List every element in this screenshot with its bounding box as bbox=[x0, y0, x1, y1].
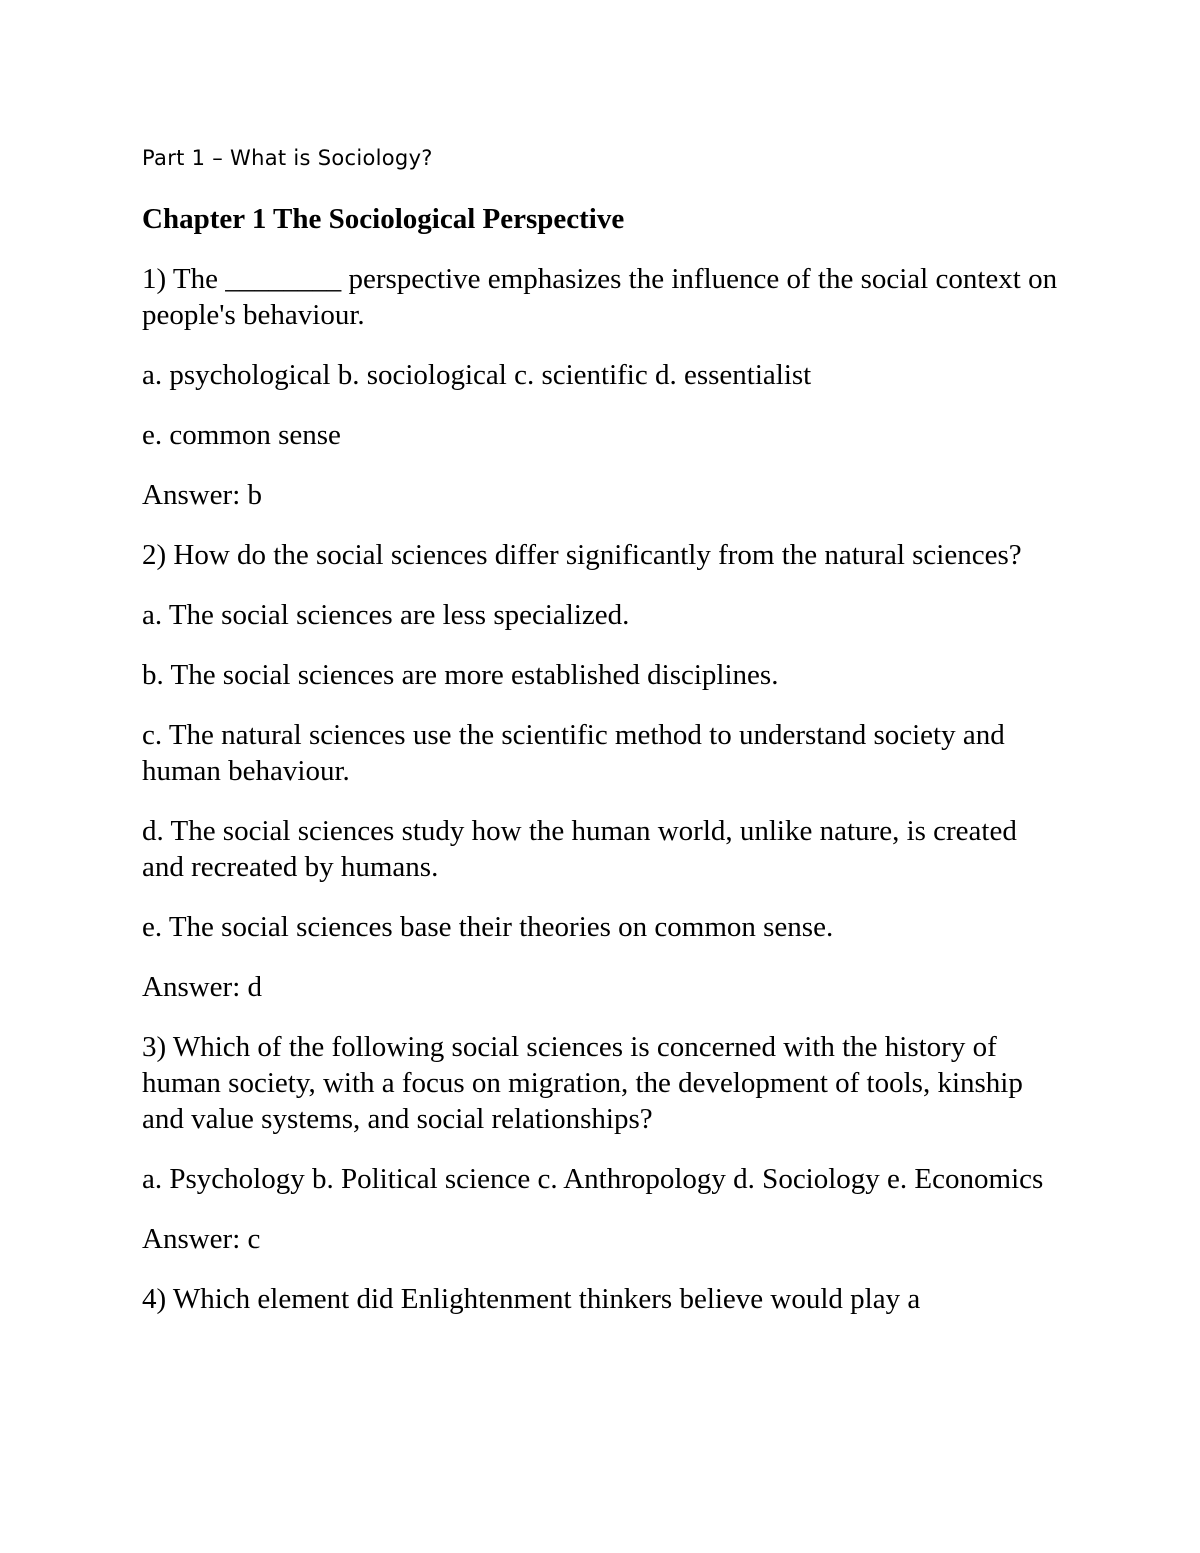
question-2-option-d: d. The social sciences study how the human world, unlike nature, is created and recreated by humans. bbox=[142, 815, 1017, 883]
question-2-option-a: a. The social sciences are less specialized. bbox=[142, 599, 630, 631]
question-2-answer: Answer: d bbox=[142, 971, 263, 1003]
question-1-answer: Answer: b bbox=[142, 479, 263, 511]
question-1-stem: 1) The ________ perspective emphasizes the influence of the social context on people's behaviour. bbox=[142, 263, 1058, 331]
part-title: Part 1 – What is Sociology? bbox=[142, 146, 433, 170]
question-1-option-e: e. common sense bbox=[142, 419, 341, 451]
question-2-option-e: e. The social sciences base their theories on common sense. bbox=[142, 911, 834, 943]
question-3-answer: Answer: c bbox=[142, 1223, 261, 1255]
question-1-options: a. psychological b. sociological c. scientific d. essentialist bbox=[142, 359, 812, 391]
document-body bbox=[142, 143, 1062, 1341]
question-2-option-b: b. The social sciences are more established disciplines. bbox=[142, 659, 779, 691]
question-2-option-c: c. The natural sciences use the scientific method to understand society and human behaviour. bbox=[142, 719, 1005, 787]
question-2-stem: 2) How do the social sciences differ significantly from the natural sciences? bbox=[142, 539, 1022, 571]
chapter-title: Chapter 1 The Sociological Perspective bbox=[142, 203, 625, 235]
question-4-stem: 4) Which element did Enlightenment thinkers believe would play a bbox=[142, 1283, 921, 1315]
question-3-stem: 3) Which of the following social sciences is concerned with the history of human society, with a focus on migration, the development of tools, kinship and value systems, and social relationships? bbox=[142, 1031, 1023, 1135]
question-3-options: a. Psychology b. Political science c. Anthropology d. Sociology e. Economics bbox=[142, 1163, 1044, 1195]
